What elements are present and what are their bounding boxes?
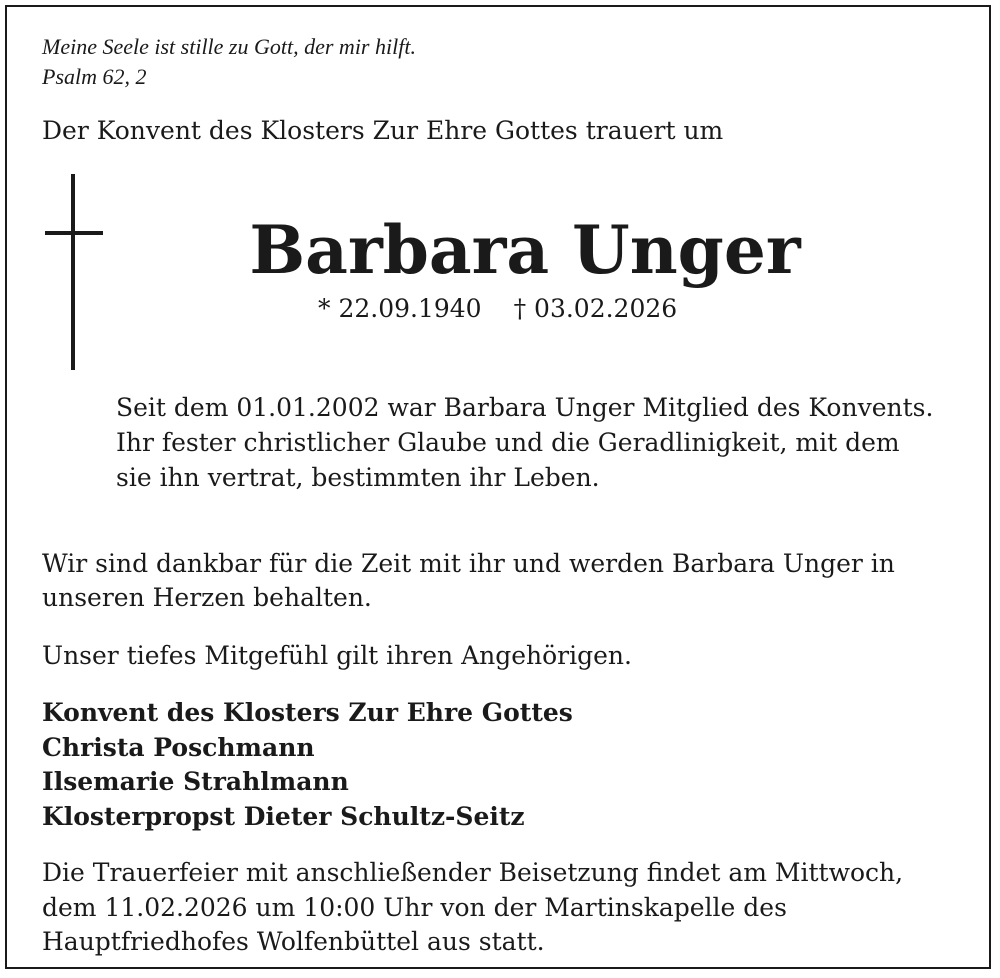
- deceased-name: Barbara Unger: [249, 211, 801, 289]
- signers-list: [42, 696, 573, 834]
- service-line: Die Trauerfeier mit anschließender Beisetzung findet am Mittwoch,: [42, 858, 904, 887]
- verse-reference: Psalm 62, 2: [42, 64, 147, 89]
- gratitude-paragraph: [42, 547, 895, 615]
- cross-icon: [45, 174, 103, 370]
- cross-horizontal-bar: [45, 231, 103, 235]
- biography-line: sie ihn vertrat, bestimmten ihr Leben.: [116, 463, 600, 492]
- gratitude-line: unseren Herzen behalten.: [42, 583, 372, 612]
- cross-vertical-bar: [71, 174, 75, 370]
- biography-line: Ihr fester christlicher Glaube und die Geradlinigkeit, mit dem: [116, 428, 900, 457]
- life-dates: [318, 292, 677, 326]
- birth-date: * 22.09.1940: [318, 294, 482, 323]
- service-line: dem 11.02.2026 um 10:00 Uhr von der Martinskapelle des: [42, 892, 787, 922]
- intro-text: Der Konvent des Klosters Zur Ehre Gottes trauert um: [42, 116, 724, 145]
- sympathy-text: Unser tiefes Mitgefühl gilt ihren Angehörigen.: [42, 641, 632, 670]
- death-date: † 03.02.2026: [513, 294, 678, 323]
- service-line: Hauptfriedhofes Wolfenbüttel aus statt.: [42, 927, 545, 956]
- verse-text: Meine Seele ist stille zu Gott, der mir hilft.: [42, 34, 416, 59]
- funeral-service-info: [42, 856, 903, 960]
- biography-line: Seit dem 01.01.2002 war Barbara Unger Mitglied des Konvents.: [116, 393, 934, 422]
- signer: Christa Poschmann: [42, 732, 315, 762]
- signer: Konvent des Klosters Zur Ehre Gottes: [42, 698, 573, 727]
- signer: Klosterpropst Dieter Schultz-Seitz: [42, 801, 525, 831]
- signer: Ilsemarie Strahlmann: [42, 767, 349, 796]
- biography: [116, 390, 986, 495]
- gratitude-line: Wir sind dankbar für die Zeit mit ihr und werden Barbara Unger in: [42, 549, 895, 578]
- bible-verse: [42, 32, 416, 92]
